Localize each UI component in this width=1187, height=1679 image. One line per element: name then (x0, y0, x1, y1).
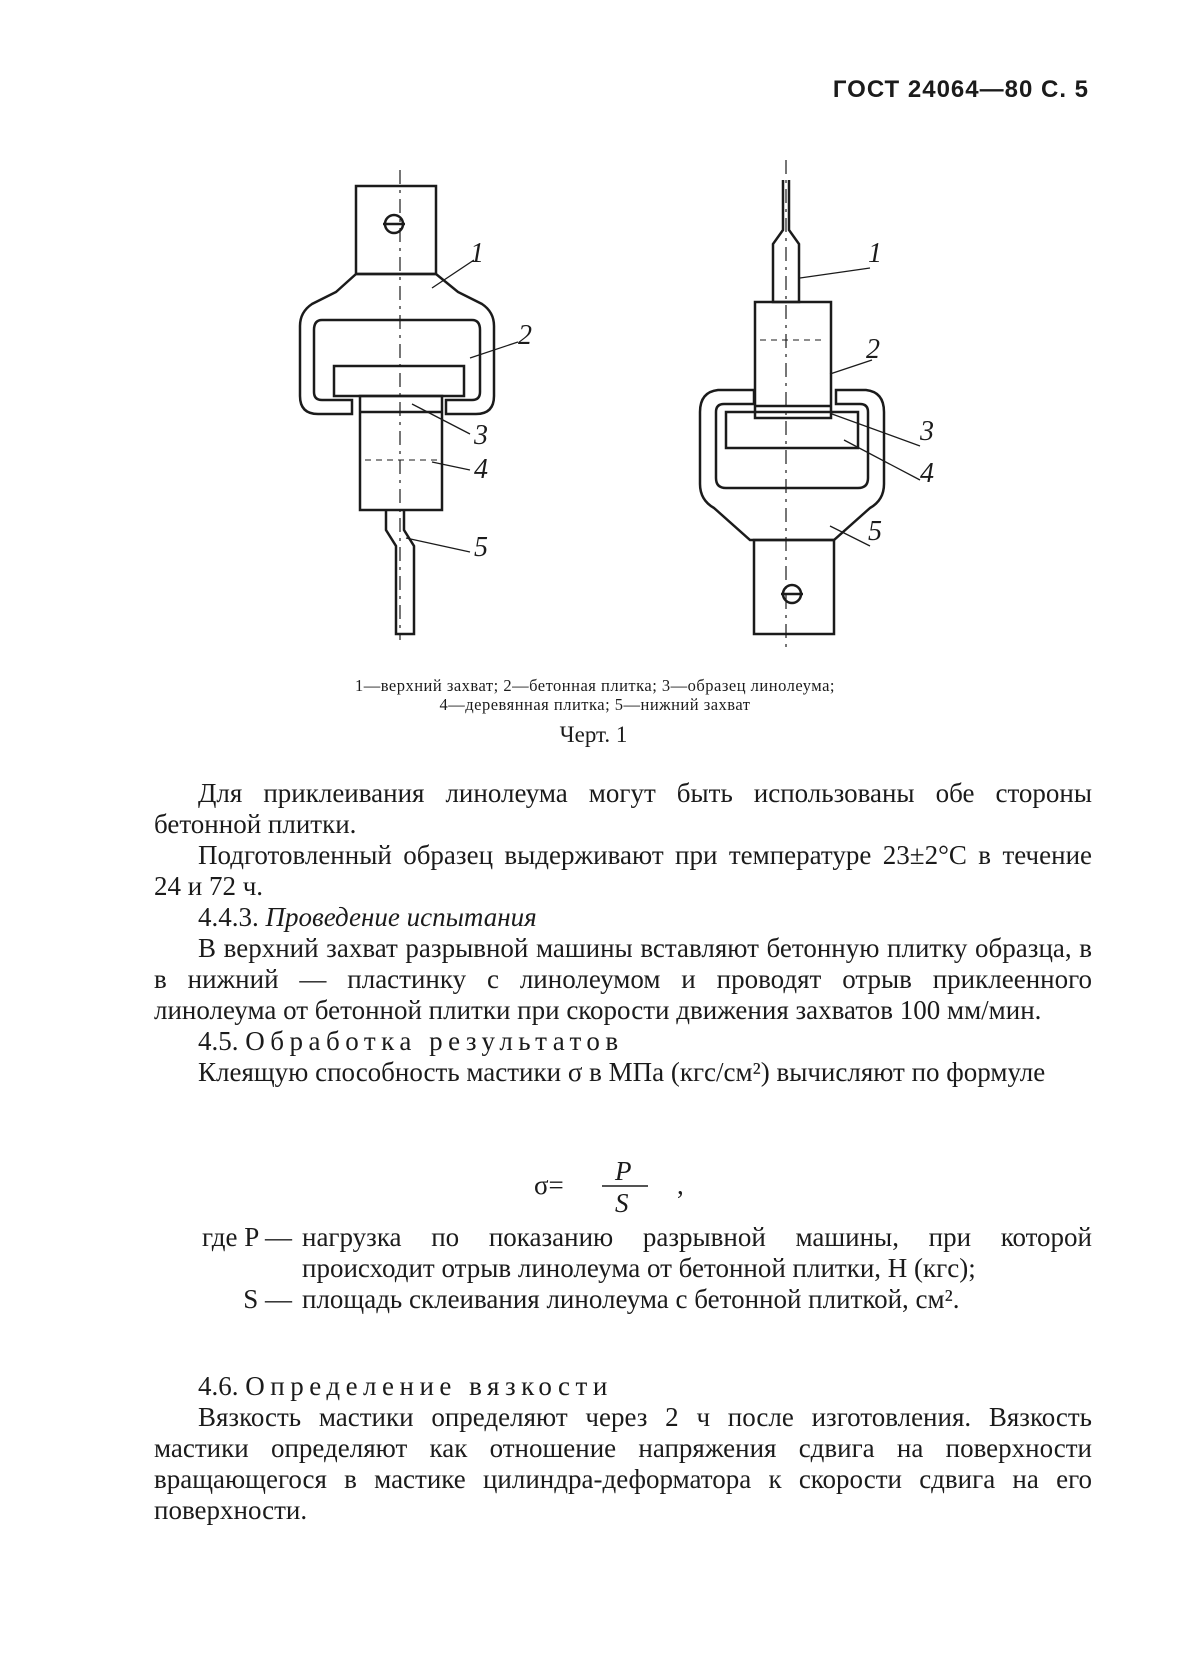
section-title: Определение вязкости (245, 1371, 613, 1401)
right-label-1: 1 (868, 238, 882, 269)
formula-numerator: P (615, 1156, 632, 1186)
definition-key: S — (243, 1284, 292, 1314)
left-concrete-tile (334, 366, 464, 396)
paragraph-2: Подготовленный образец выдерживают при температуре 23±2°С в течение 24 и 72 ч. (154, 840, 1092, 901)
definition-text: площадь склеивания линолеума с бетонной плиткой, см². (302, 1284, 960, 1314)
definition-text: нагрузка по показанию разрывной машины, при которой происходит отрыв линолеума от бетонной плитки, Н (кгс); (302, 1222, 1092, 1283)
section-title: Обработка результатов (245, 1026, 624, 1056)
right-label-3: 3 (920, 416, 934, 447)
left-label-4: 4 (474, 454, 488, 485)
section-4-5-heading (154, 1026, 1092, 1057)
left-label-3: 3 (474, 420, 488, 451)
formula (0, 1150, 1187, 1220)
paragraph-3: В верхний захват разрывной машины вставляют бетонную плитку образца, в в нижний — пластинку с линолеумом и проводят отрыв приклеенного линолеума от бетонной плитки при скорости движения захватов 100 мм/мин. (154, 933, 1092, 1025)
section-title: Проведение испытания (265, 902, 537, 932)
right-label-2: 2 (866, 334, 880, 365)
caption-line-2: 4—деревянная плитка; 5—нижний захват (439, 695, 751, 714)
body-text-2 (154, 1371, 1092, 1526)
left-label-5: 5 (474, 532, 488, 563)
right-lower-grip-tab (754, 540, 834, 634)
formula-comma: , (677, 1170, 684, 1200)
grip-diagram (0, 0, 1187, 760)
left-label-2: 2 (518, 320, 532, 351)
definitions (154, 1222, 1092, 1315)
formula-denominator: S (615, 1188, 629, 1218)
right-label-5: 5 (868, 516, 882, 547)
body-text (154, 778, 1092, 1088)
section-number: 4.4.3. (198, 902, 259, 932)
figure-title: Черт. 1 (559, 722, 628, 747)
section-number: 4.6. (198, 1371, 239, 1401)
section-4-4-3-heading (154, 902, 1092, 933)
section-4-6-heading (154, 1371, 1092, 1402)
page-header: ГОСТ 24064—80 С. 5 (832, 76, 1089, 103)
section-number: 4.5. (198, 1026, 239, 1056)
right-label-4: 4 (920, 458, 934, 489)
caption-line-1: 1—верхний захват; 2—бетонная плитка; 3—образец линолеума; (354, 676, 836, 695)
figure-caption (200, 676, 990, 714)
right-wood-tile (755, 302, 831, 418)
figure-1 (0, 0, 1187, 760)
definition-key: где P — (202, 1222, 292, 1252)
definition-S (154, 1284, 1092, 1315)
definition-P (154, 1222, 1092, 1284)
paragraph-5: Вязкость мастики определяют через 2 ч после изготовления. Вязкость мастики определяют как отношение напряжения сдвига на поверхности вращающегося в мастике цилиндра-деформатора к скорости сдвига на его поверхности. (154, 1402, 1092, 1525)
paragraph-1: Для приклеивания линолеума могут быть использованы обе стороны бетонной плитки. (154, 778, 1092, 839)
paragraph-4: Клеящую способность мастики σ в МПа (кгс/см²) вычисляют по формуле (198, 1057, 1046, 1087)
left-label-1: 1 (470, 238, 484, 269)
formula-lhs: σ= (534, 1170, 564, 1200)
left-upper-grip-tab (356, 186, 436, 274)
formula-svg (0, 1150, 1187, 1220)
